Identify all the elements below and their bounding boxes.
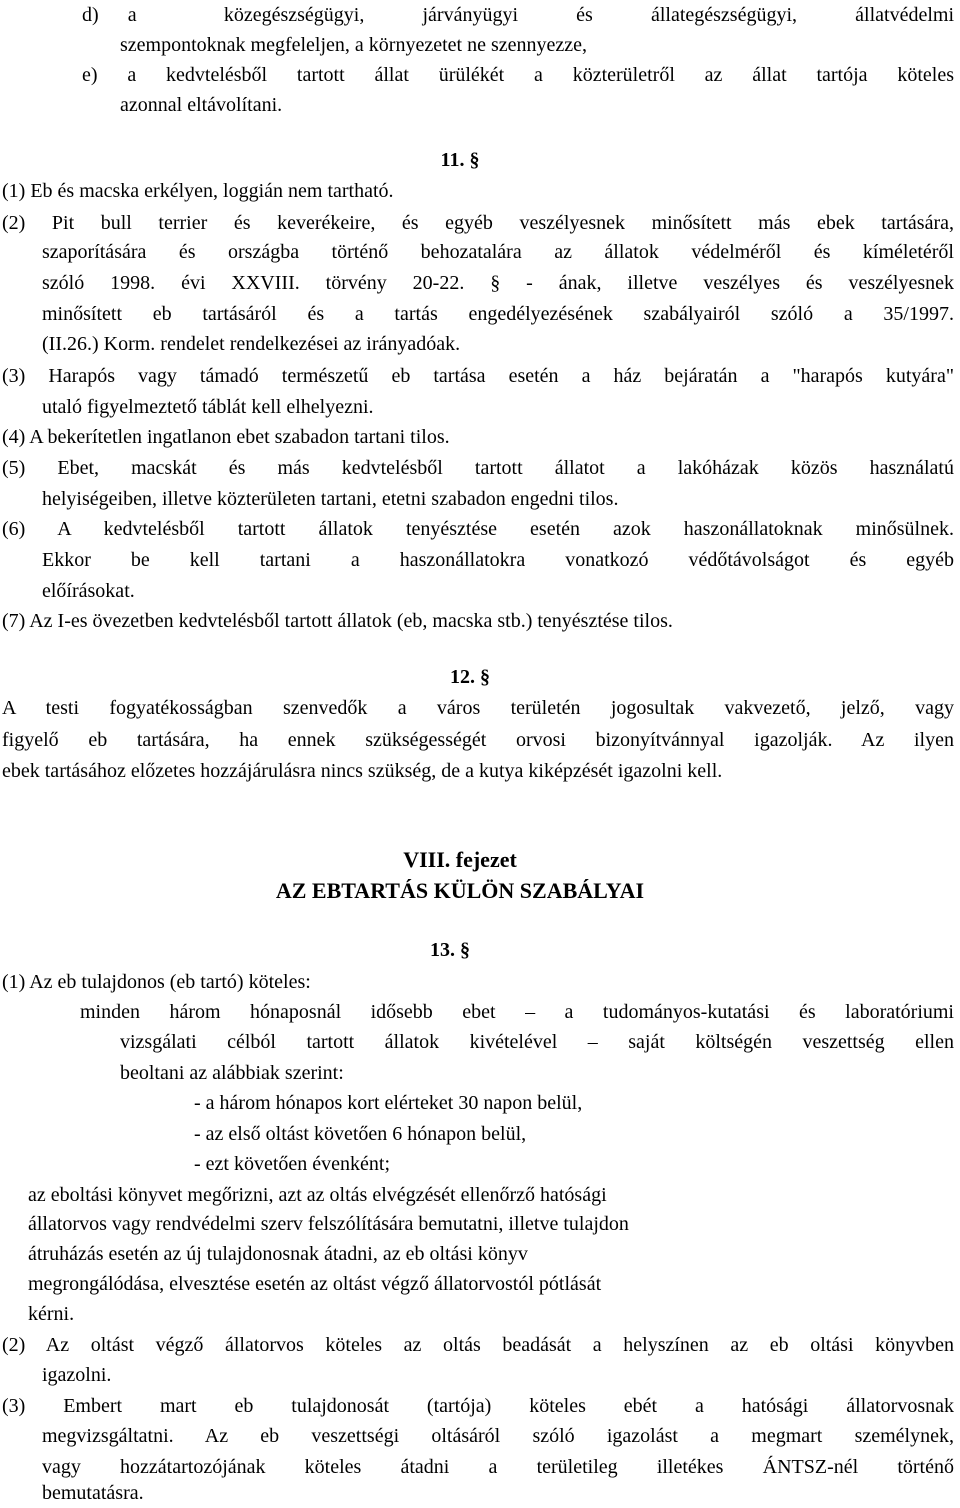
text-line: bemutatásra.: [42, 1482, 144, 1504]
text-line: szóló 1998. évi XXVIII. törvény 20-22. § - ának, illetve veszélyes és veszélyesnek: [42, 272, 954, 294]
text-line: (2) Pit bull terrier és keverékeire, és egyéb veszélyesnek minősített más ebek tartására,: [2, 212, 954, 234]
text-line: vagy hozzátartozójának köteles átadni a területileg illetékes ÁNTSZ-nél történő: [42, 1456, 954, 1478]
text-line: A testi fogyatékosságban szenvedők a város területén jogosultak vakvezető, jelző, vagy: [2, 697, 954, 719]
text-line: minősített eb tartásáról és a tartás engedélyezésének szabályairól szóló a 35/1997.: [42, 303, 954, 325]
text-line: azonnal eltávolítani.: [120, 94, 283, 116]
text-line: (7) Az I-es övezetben kedvtelésből tartott állatok (eb, macska stb.) tenyésztése tilos.: [2, 610, 673, 632]
text-line: figyelő eb tartására, ha ennek szükségességét orvosi bizonyítvánnyal igazolják. Az ilyen: [2, 729, 954, 751]
text-line: állatorvos vagy rendvédelmi szerv felszólítására bemutatni, illetve tulajdon: [28, 1213, 629, 1235]
text-line: minden három hónaposnál idősebb ebet – a tudományos-kutatási és laboratóriumi: [80, 1001, 954, 1023]
text-line: szaporítására és országba történő behozatalára az állatok védelméről és kíméletéről: [42, 241, 954, 263]
text-line: megvizsgáltatni. Az eb veszettségi oltásáról szóló igazolást a megmart személynek,: [42, 1425, 954, 1447]
chapter-subtitle: AZ EBTARTÁS KÜLÖN SZABÁLYAI: [275, 878, 645, 903]
text-line: az eboltási könyvet megőrizni, azt az oltás elvégzését ellenőrző hatósági: [28, 1184, 607, 1206]
text-line: beoltani az alábbiak szerint:: [120, 1062, 344, 1084]
text-line: (6) A kedvtelésből tartott állatok tenyésztése esetén azok haszonállatoknak minősülnek.: [2, 518, 954, 540]
text-line: szempontoknak megfeleljen, a környezetet ne szennyezze,: [120, 34, 588, 56]
text-line: (1) Eb és macska erkélyen, loggián nem tartható.: [2, 180, 394, 202]
text-line: igazolni.: [42, 1364, 112, 1386]
section-heading-13: 13. §: [430, 939, 470, 961]
section-heading-11: 11. §: [440, 149, 480, 171]
text-line: (1) Az eb tulajdonos (eb tartó) köteles:: [2, 971, 311, 993]
text-line: (2) Az oltást végző állatorvos köteles az oltás beadását a helyszínen az eb oltási könyvben: [2, 1334, 954, 1356]
text-line: - a három hónapos kort elérteket 30 napon belül,: [194, 1092, 583, 1114]
text-line: megrongálódása, elvesztése esetén az oltást végző állatorvostól pótlását: [28, 1273, 602, 1295]
text-line: (II.26.) Korm. rendelet rendelkezései az irányadóak.: [42, 333, 461, 355]
text-line: (4) A bekerítetlen ingatlanon ebet szabadon tartani tilos.: [2, 426, 450, 448]
text-line: átruházás esetén az új tulajdonosnak átadni, az eb oltási könyv: [28, 1243, 528, 1265]
text-line: kérni.: [28, 1303, 75, 1325]
text-line: utaló figyelmeztető táblát kell elhelyezni.: [42, 396, 374, 418]
text-line: ebek tartásához előzetes hozzájárulásra nincs szükség, de a kutya kiképzését igazolni kell.: [2, 760, 723, 782]
text-line: e) a kedvtelésből tartott állat ürülékét a közterületről az állat tartója köteles: [82, 64, 954, 86]
text-line: vizsgálati célból tartott állatok kivételével – saját költségén veszettség ellen: [120, 1031, 954, 1053]
chapter-title: VIII. fejezet: [403, 847, 517, 872]
text-line: - ezt követően évenként;: [194, 1153, 391, 1175]
text-line: (3) Harapós vagy támadó természetű eb tartása esetén a ház bejáratán a "harapós kutyára": [2, 365, 954, 387]
text-line: d) a közegészségügyi, járványügyi és állategészségügyi, állatvédelmi: [82, 4, 954, 26]
text-line: (5) Ebet, macskát és más kedvtelésből tartott állatot a lakóházak közös használatú: [2, 457, 954, 479]
section-heading-12: 12. §: [450, 666, 490, 688]
text-line: (3) Embert mart eb tulajdonosát (tartója) köteles ebét a hatósági állatorvosnak: [2, 1395, 954, 1417]
text-line: Ekkor be kell tartani a haszonállatokra vonatkozó védőtávolságot és egyéb: [42, 549, 954, 571]
text-line: előírásokat.: [42, 580, 135, 602]
text-line: helyiségeiben, illetve közterületen tartani, etetni szabadon engedni tilos.: [42, 488, 619, 510]
text-line: - az első oltást követően 6 hónapon belül,: [194, 1123, 527, 1145]
